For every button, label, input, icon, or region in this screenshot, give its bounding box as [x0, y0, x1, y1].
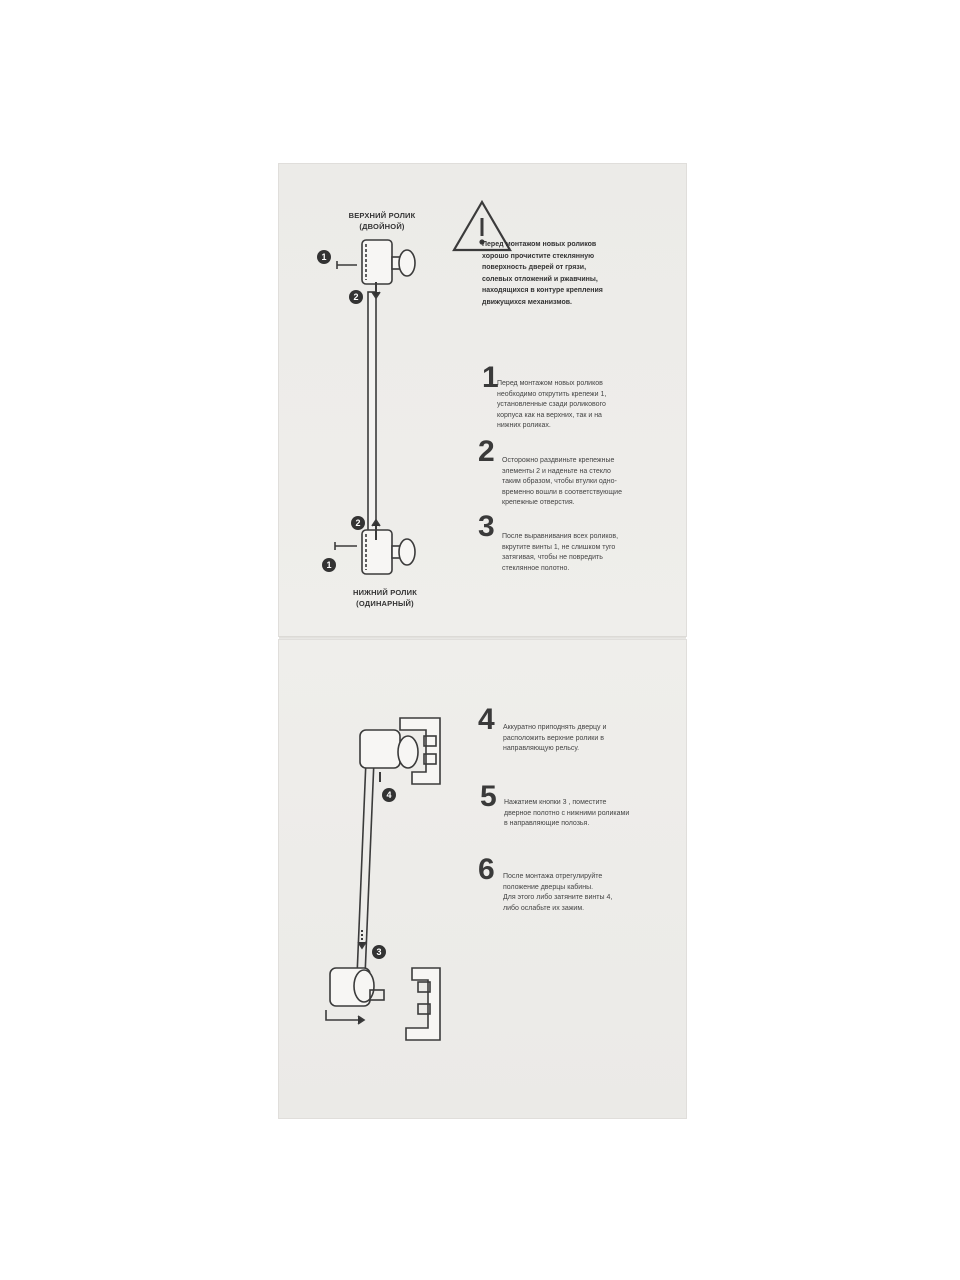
- step-line: дверное полотно с нижними роликами: [504, 809, 630, 817]
- step-5-number: 5: [480, 780, 497, 813]
- step-line: расположить верхние ролики в: [503, 734, 604, 742]
- step-line: нижних роликах.: [497, 422, 551, 429]
- step-line: вкрутите винты 1, не слишком туго: [502, 543, 616, 551]
- marker-1-upper: 1: [317, 250, 331, 264]
- step-6-number: 6: [478, 853, 495, 886]
- step-2-text: [502, 456, 672, 509]
- step-line: После выравнивания всех роликов,: [502, 533, 619, 540]
- marker-2-upper: 2: [349, 290, 363, 304]
- top-rail-drawing: [360, 718, 440, 784]
- upper-roller-subtitle: (ДВОЙНОЙ): [359, 222, 405, 231]
- step-6-text: [503, 872, 673, 914]
- warning-line: хорошо прочистите стеклянную: [482, 252, 595, 260]
- warning-line: движущихся механизмов.: [482, 298, 572, 306]
- lower-roller-title: НИЖНИЙ РОЛИК: [352, 588, 418, 597]
- lower-roller-subtitle: (ОДИНАРНЫЙ): [356, 599, 414, 608]
- step-line: положение дверцы кабины.: [503, 883, 594, 891]
- step-2-number: 2: [478, 435, 495, 468]
- warning-line: поверхность дверей от грязи,: [482, 264, 587, 271]
- warning-line: Перед монтажом новых роликов: [482, 241, 597, 248]
- step-4-number: 4: [478, 703, 495, 736]
- step-line: Аккуратно приподнять дверцу и: [503, 724, 607, 731]
- step-3-text: [502, 532, 672, 574]
- step-line: Осторожно раздвиньте крепежные: [502, 457, 615, 464]
- lower-roller-drawing: [335, 520, 415, 574]
- step-5-text: [504, 798, 674, 830]
- step-line: либо ослабьте их зажим.: [503, 904, 585, 912]
- step-3-number: 3: [478, 510, 495, 543]
- warning-text: [482, 239, 652, 308]
- step-line: крепежные отверстия.: [502, 499, 575, 506]
- step-line: корпуса как на верхних, так и на: [497, 411, 602, 419]
- step-line: После монтажа отрегулируйте: [503, 873, 603, 880]
- step-line: временно вошли в соответствующие: [502, 488, 622, 496]
- upper-roller-drawing: [337, 240, 415, 298]
- step-line: необходимо открутить крепежи 1,: [497, 390, 607, 398]
- warning-line: солевых отложений и ржавчины,: [482, 275, 598, 283]
- step-line: Для этого либо затяните винты 4,: [503, 894, 613, 901]
- step-line: таким образом, чтобы втулки одно-: [502, 478, 617, 485]
- step-line: установленные сзади роликового: [497, 401, 606, 408]
- step-line: в направляющие полозья.: [504, 820, 590, 827]
- step-line: Перед монтажом новых роликов: [497, 380, 603, 387]
- warning-line: находящихся в контуре крепления: [482, 287, 603, 294]
- step-line: элементы 2 и наденьте на стекло: [502, 467, 611, 475]
- upper-roller-caption: [322, 210, 442, 232]
- step-1-number: 1: [482, 361, 499, 394]
- upper-roller-title: ВЕРХНИЙ РОЛИК: [348, 211, 416, 220]
- marker-2-lower: 2: [351, 516, 365, 530]
- marker-4: 4: [382, 788, 396, 802]
- step-line: стеклянное полотно.: [502, 564, 570, 572]
- step-line: направляющую рельсу.: [503, 745, 580, 752]
- marker-3: 3: [372, 945, 386, 959]
- step-line: затягивая, чтобы не повредить: [502, 554, 603, 561]
- glass-panel-top: [368, 292, 376, 537]
- marker-1-lower: 1: [322, 558, 336, 572]
- step-1-text: [497, 379, 667, 432]
- step-4-text: [503, 723, 673, 755]
- lower-roller-caption: [325, 587, 445, 609]
- step-line: Нажатием кнопки 3 , поместите: [504, 799, 607, 806]
